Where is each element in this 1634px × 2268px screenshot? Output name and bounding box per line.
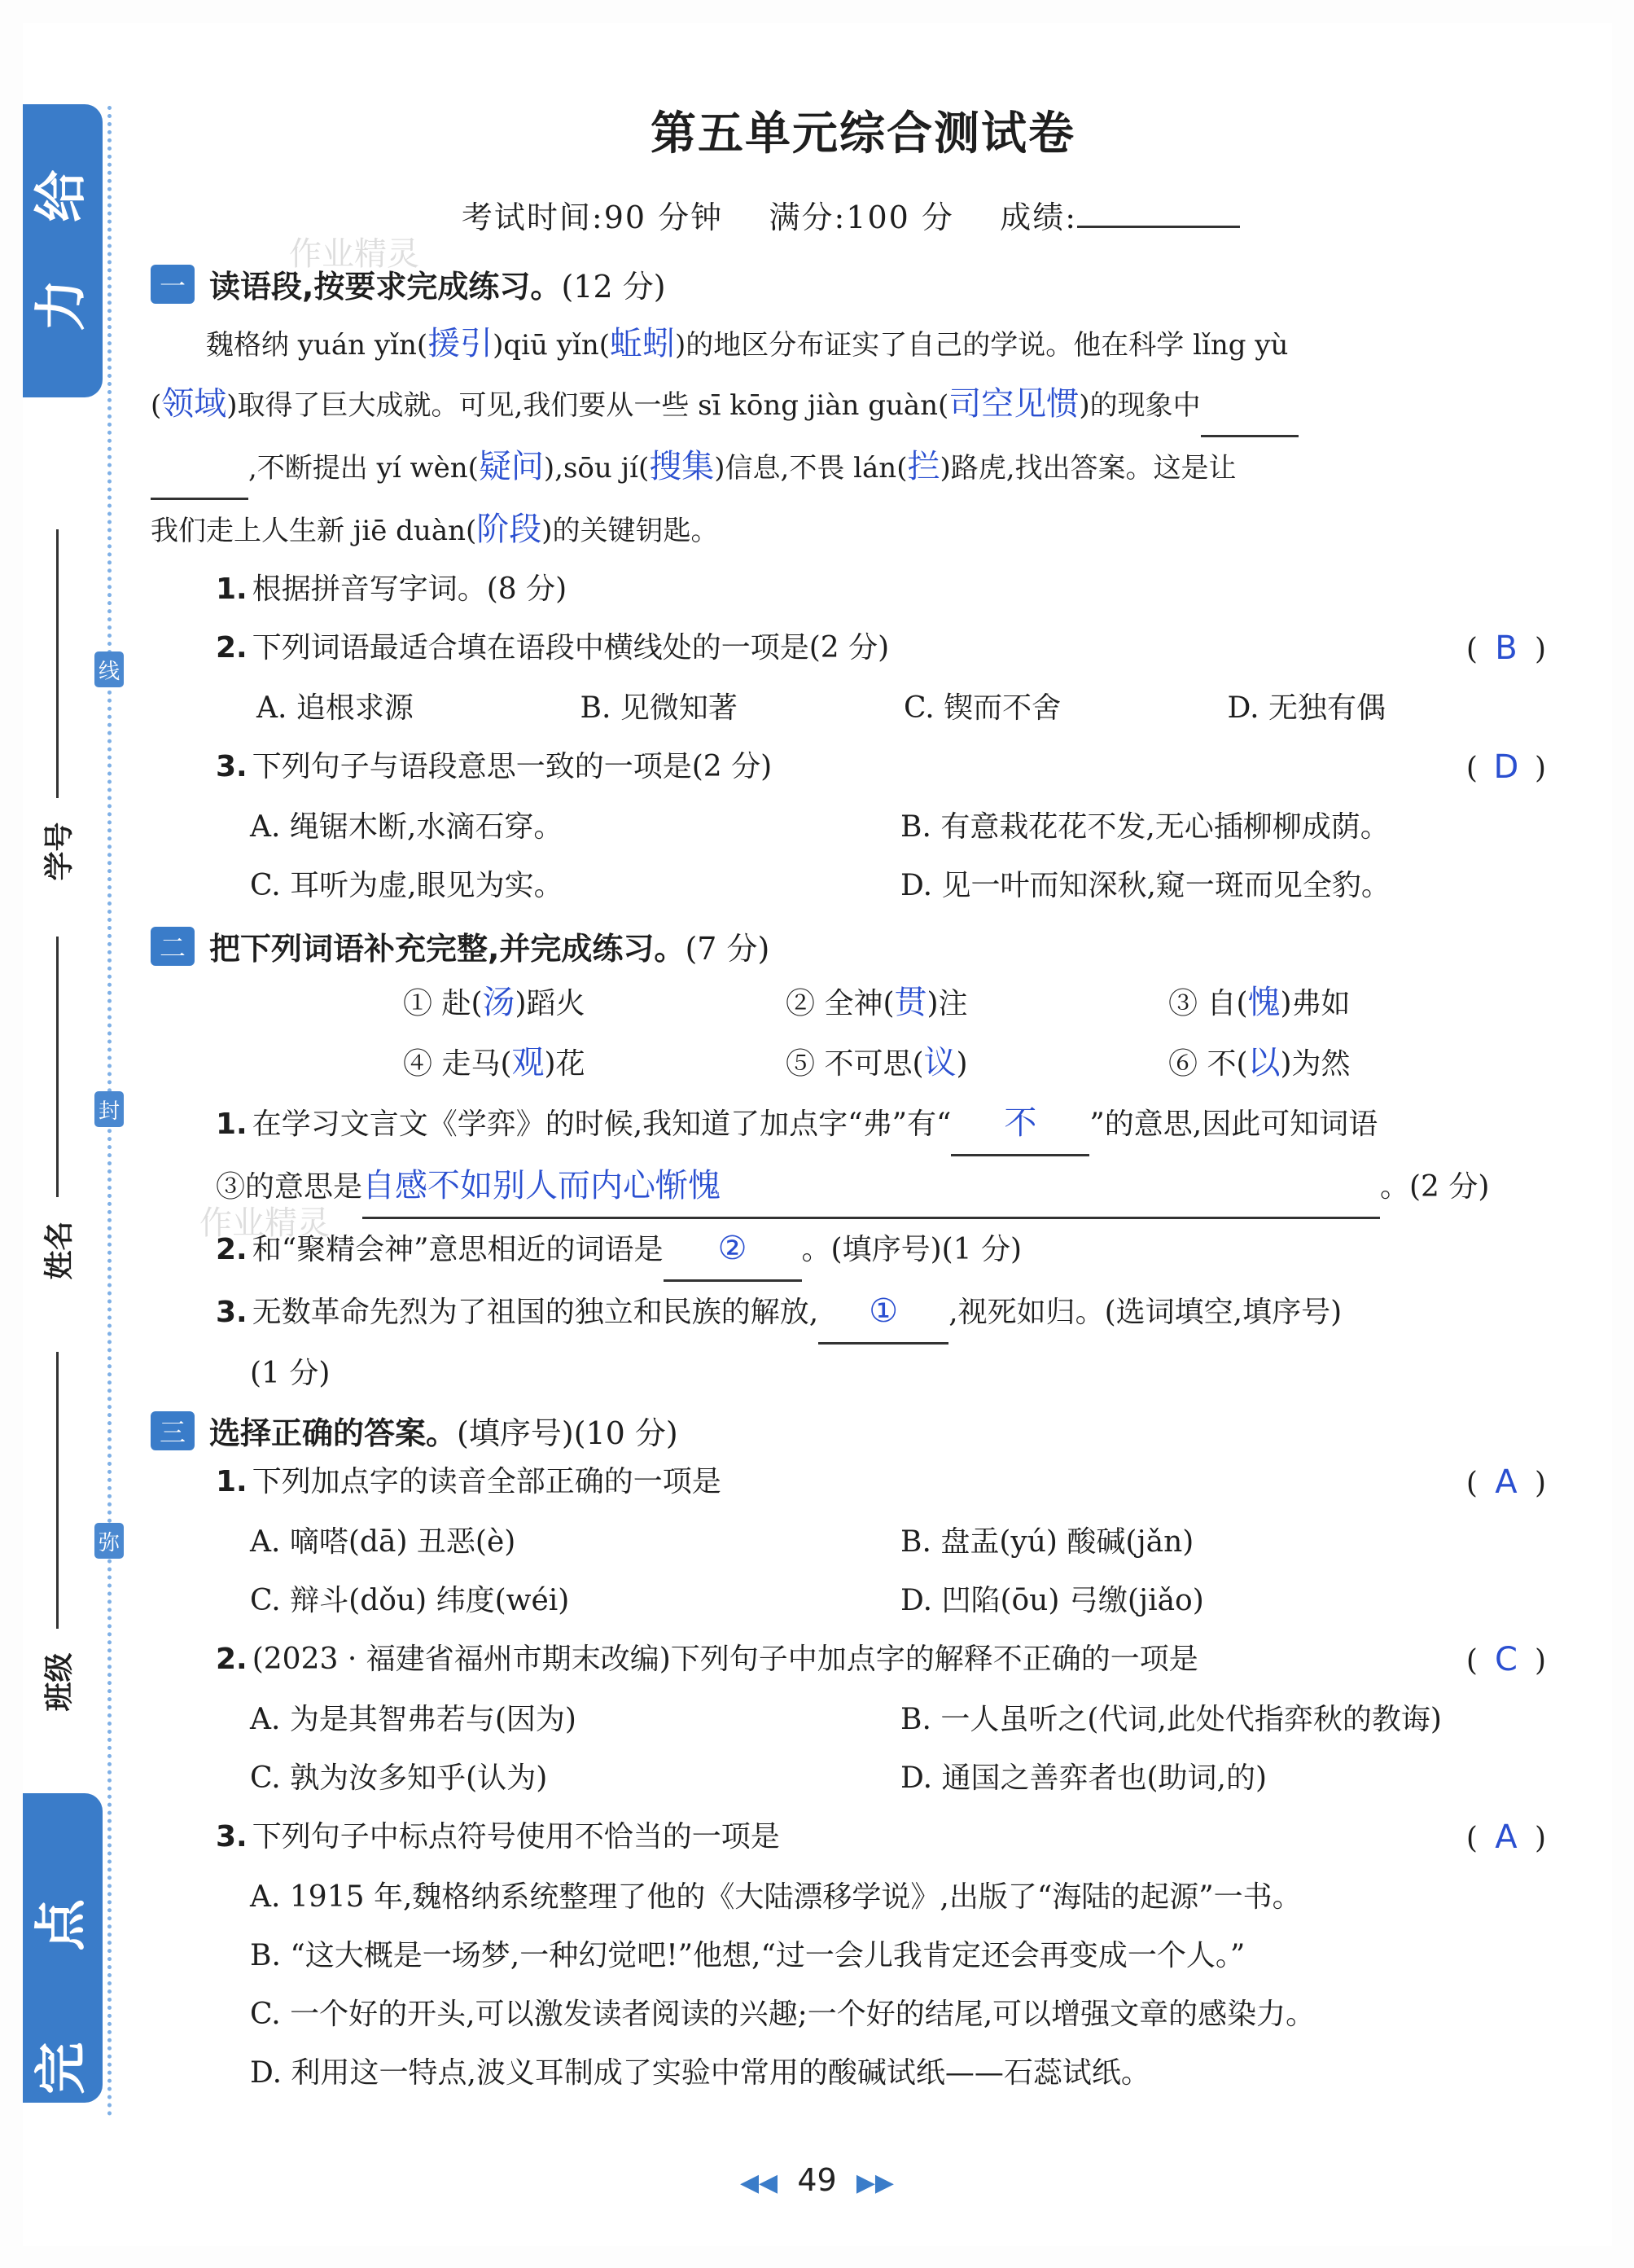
options: A. 追根求源 B. 见微知著 C. 锲而不舍 D. 无独有偶 [256, 691, 1386, 725]
cut-label: 弥 [94, 1523, 124, 1559]
reading-passage: ,不断提出 yí wèn(疑问),sōu jí(搜集)信息,不畏 lán(拦)路虎,找出答案。这是让 [151, 437, 1551, 500]
question-2-3-points: (1 分) [250, 1357, 331, 1390]
options: A. 1915 年,魏格纳系统整理了他的《大陆漂移学说》,出版了“海陆的起源”一书。 B. “这大概是一场梦,一种幻觉吧!”他想,“过一会儿我肯定还会再变成一个人。” C. 一个好的开头,可以激发读者阅读的兴趣;一个好的结尾,可以增强文章的感染力。 D. 利用这一特点,波义耳制成了实验中常用的酸碱试纸——石蕊试纸。 [250, 1880, 1316, 2090]
question-2-2: 2. 和“聚精会神”意思相近的词语是 ② 。(填序号)(1 分) [216, 1219, 1551, 1282]
exam-time: 考试时间:90 分钟 [461, 200, 724, 235]
side-tab-top [23, 104, 103, 397]
options: A. 为是其智弗若与(因为) B. 一人虽听之(代词,此处代指弈秋的教诲) C. 孰为汝多知乎(认为) D. 通国之善弈者也(助词,的) [250, 1703, 1442, 1795]
reading-passage: 魏格纳 yuán yǐn(援引)qiū yǐn(蚯蚓)的地区分布证实了自己的学说。他在科学 lǐng yù [206, 325, 1289, 362]
question-3-1: 1. 下列加点字的读音全部正确的一项是 ( A ) [216, 1453, 1551, 1513]
class-line [56, 1352, 59, 1629]
exam-content [151, 98, 1551, 2103]
prev-arrow-icon: ◀◀ [739, 2169, 778, 2197]
answer: A [1495, 1818, 1518, 1856]
answer: A [1495, 1463, 1518, 1501]
score-label: 成绩: [1000, 200, 1078, 235]
class-field [24, 1352, 90, 1712]
answer-blank[interactable]: 不 [951, 1094, 1089, 1156]
side-tab-char: 给 [32, 170, 93, 223]
section-2-header [151, 923, 1551, 968]
question-2-1-cont: ③的意思是自感不如别人而内心惭愧 。(2 分) [216, 1156, 1551, 1219]
question-2-1: 1. 在学习文言文《学弈》的时候,我知道了加点字“弗”有“ 不 ”的意思,因此可知词语 [216, 1094, 1551, 1156]
question-1-3: 3. 下列句子与语段意思一致的一项是(2 分) ( D ) [216, 738, 1551, 798]
answer-blank[interactable]: ② [664, 1219, 802, 1282]
idiom-item: ⑥ 不(以)为然 [1168, 1044, 1351, 1081]
blank-line[interactable] [1201, 376, 1299, 437]
question-1-2: 2. 下列词语最适合填在语段中横线处的一项是(2 分) ( B ) [216, 619, 1551, 679]
section-1-header [151, 261, 1551, 306]
section-badge: 二 [151, 927, 195, 966]
idiom-list [403, 973, 1551, 1094]
score-blank[interactable] [1077, 198, 1240, 228]
section-badge: 一 [151, 265, 195, 304]
watermark: 作业精灵 [289, 235, 419, 273]
cut-label: 线 [94, 651, 124, 687]
side-tab-char: 完 [32, 2042, 93, 2095]
page-title: 第五单元综合测试卷 [651, 107, 1075, 160]
next-arrow-icon: ▶▶ [856, 2169, 894, 2197]
options: A. 嘀嗒(dā) 丑恶(è) B. 盘盂(yú) 酸碱(jǎn) C. 辩斗(dǒu) 纬度(wéi) D. 凹陷(ōu) 弓缴(jiǎo) [250, 1525, 1204, 1617]
answer: B [1495, 630, 1518, 667]
section-badge: 三 [151, 1411, 195, 1450]
side-tab-char: 力 [32, 279, 93, 331]
section-title: 选择正确的答案。(填序号)(10 分) [209, 1415, 678, 1451]
side-tab-bottom [23, 1793, 103, 2103]
question-3-2: 2. (2023 · 福建省福州市期末改编)下列句子中加点字的解释不正确的一项是 ( C ) [216, 1630, 1551, 1691]
exam-meta [151, 192, 1551, 237]
idiom-item: ① 赴(汤)蹈火 [403, 984, 585, 1021]
student-name-label: 姓名 [42, 1221, 77, 1280]
blank-line[interactable] [151, 439, 248, 500]
student-name-line [56, 937, 59, 1197]
answer: D [1493, 748, 1519, 786]
answer-blank[interactable]: 自感不如别人而内心惭愧 [362, 1156, 1380, 1219]
page-footer [0, 2162, 1634, 2198]
idiom-item: ③ 自(愧)弗如 [1168, 984, 1351, 1021]
idiom-item: ⑤ 不可思(议) [786, 1044, 968, 1081]
page-number: 49 [797, 2162, 837, 2198]
reading-passage: (领域)取得了巨大成就。可见,我们要从一些 sī kōng jiàn guàn(司空见惯)的现象中 [151, 375, 1551, 437]
question-2-3: 3. 无数革命先烈为了祖国的独立和民族的解放, ① ,视死如归。(选词填空,填序号) [216, 1282, 1551, 1345]
exam-full-score: 满分:100 分 [769, 200, 954, 235]
student-id-label: 学号 [42, 822, 77, 881]
idiom-item: ④ 走马(观)花 [403, 1044, 585, 1081]
student-id-line [56, 529, 59, 798]
side-tab-char: 点 [32, 1898, 93, 1951]
section-title: 读语段,按要求完成练习。(12 分) [209, 269, 666, 305]
watermark: 作业精灵 [199, 1204, 330, 1242]
student-name-field [24, 937, 90, 1280]
class-label: 班级 [42, 1652, 77, 1712]
cut-label: 封 [94, 1091, 124, 1127]
answer-blank[interactable]: ① [818, 1282, 948, 1345]
answer: C [1494, 1641, 1518, 1678]
section-3-header [151, 1408, 1551, 1453]
section-title: 把下列词语补充完整,并完成练习。(7 分) [209, 931, 770, 967]
question-1-1: 1. 根据拼音写字词。(8 分) [216, 572, 567, 606]
options: A. 绳锯木断,水滴石穿。 B. 有意栽花花不发,无心插柳柳成荫。 C. 耳听为虚,眼见为实。 D. 见一叶而知深秋,窥一斑而见全豹。 [250, 810, 1391, 902]
reading-passage: 我们走上人生新 jiē duàn(阶段)的关键钥匙。 [151, 511, 719, 548]
idiom-item: ② 全神(贯)注 [786, 984, 968, 1021]
student-id-field [24, 529, 90, 881]
question-3-3: 3. 下列句子中标点符号使用不恰当的一项是 ( A ) [216, 1808, 1551, 1868]
